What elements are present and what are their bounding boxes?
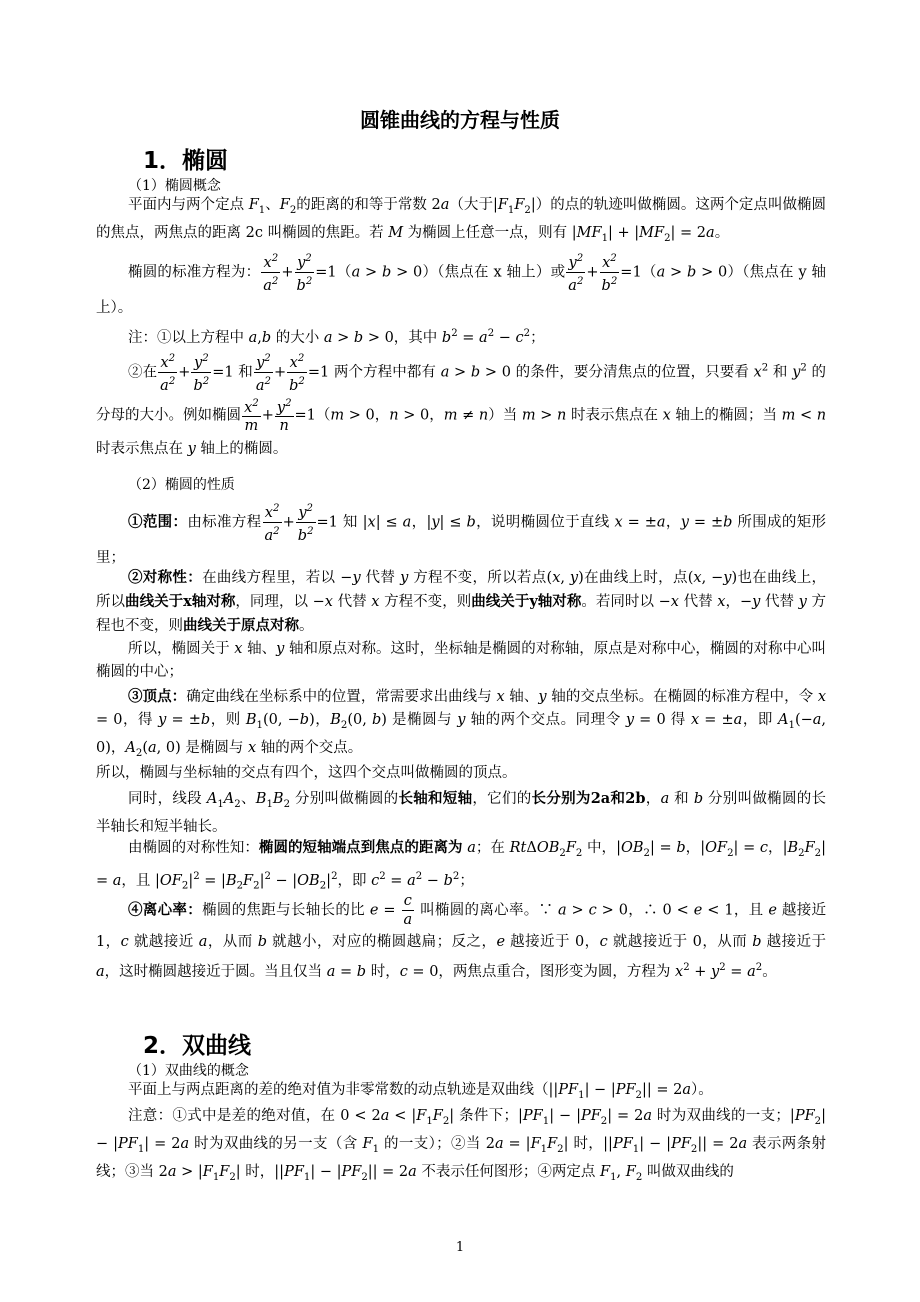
section-heading-ellipse: 1．椭圆 <box>143 148 229 174</box>
paragraph-hyperbola-definition: 平面上与两点距离的差的绝对值为非零常数的动点轨迹是双曲线$(||PF_1| - |PF_2|| = 2a)$。 <box>128 1082 713 1101</box>
paragraph-vertex: ③顶点：确定曲线在坐标系中的位置，常需要求出曲线与 x 轴、y 轴的交点坐标。在椭圆的标准方程中，令 x = 0，得 y = ±b，则 $B_1(0$, −b)，$B_2(0$, b) 是椭圆与 y 轴的两个交点。同理令 y = 0 得 x = ±a，即 $A_1(-a$, 0)，$A_2(a$, 0) 是椭圆与 x 轴的两个交点。 <box>96 688 827 759</box>
page-number: 1 <box>455 1240 465 1255</box>
paragraph-note-1: 注：①以上方程中 a,b 的大小 a > b > 0，其中 $b^2 = a^2 - c^2$； <box>128 328 545 346</box>
term-eccentricity: ④离心率 <box>128 901 188 919</box>
term-vertex: ③顶点 <box>128 688 172 705</box>
term-axes-length: 长分别为2a和2b <box>531 790 646 807</box>
paragraph-vertex-summary: 所以，椭圆与坐标轴的交点有四个，这四个交点叫做椭圆的顶点。 <box>96 765 517 781</box>
subheading-hyperbola-concept: （1）双曲线的概念 <box>128 1063 249 1079</box>
paragraph-hyperbola-note: 注意：①式中是差的绝对值，在 $0 < 2a < |F_1F_2|$ 条件下；$|PF_1| - |PF_2| = 2a$ 时为双曲线的一支；$|PF_2| - |PF_1| = 2a$ 时为双曲线的另一支（含 $F_1$ 的一支）；②当 $2a = |F_1F_2|$ 时，$||PF_1| - |PF_2|| = 2a$ 表示两条射线；③当 $2a > |F_1F_2|$ 时，$||PF_1| - |PF_2|| = 2a$ 不表示任何图形；④两定点 $F_1$, $F_2$ 叫做双曲线的 <box>96 1108 826 1183</box>
paragraph-ellipse-definition: 平面内与两个定点 $F_1$、$F_2$的距离的和等于常数 2a（大于$|F_1F_2|$）的点的轨迹叫做椭圆。这两个定点叫做椭圆的焦点，两焦点的距离 2c 叫椭圆的焦距。若 M 为椭圆上任意一点，则有 $|MF_1| + |MF_2| = 2a$。 <box>96 197 826 244</box>
paragraph-note-2: ②在 $\frac{x^2}{a^2}$ + $\frac{y^2}{b^2}$ =1 和 $\frac{y^2}{a^2}$ + $\frac{x^2}{b^2}$ =1 两个方程中都有 a > b > 0 的条件，要分清焦点的位置，只要看 $x^2$ 和 $y^2$ 的分母的大小。例如椭圆 $\frac{x^2}{m}$ + $\frac{y^2}{n}$ =1（m > 0，n > 0，m ≠ n）当 m > n 时表示焦点在 x 轴上的椭圆；当 m < n 时表示焦点在 y 轴上的椭圆。 <box>96 350 826 463</box>
term-sym-x: 曲线关于x轴对称 <box>125 593 236 610</box>
page-title: 圆锥曲线的方程与性质 <box>360 108 560 132</box>
term-range: ①范围 <box>128 513 173 531</box>
paragraph-eccentricity: ④离心率：椭圆的焦距与长轴长的比 e = $\frac{c}{a}$ 叫椭圆的离心率。∵ a > c > 0，∴ 0 < e < 1，且 e 越接近 1，c 就越接近 a，从而 b 就越小，对应的椭圆越扁；反之，e 越接近于 0，c 就越接近于 0，从而 b 越接近于 a，这时椭圆越接近于圆。当且仅当 a = b 时，c = 0，两焦点重合，图形变为圆，方程为 $x^2 + y^2 = a^2$。 <box>96 893 827 980</box>
paragraph-range: ①范围：由标准方程 $\frac{x^2}{a^2}$ + $\frac{y^2}{b^2}$ =1 知 |x| ≤ a，|y| ≤ b，说明椭圆位于直线 x = ±a，y = ±b 所围成的矩形里； <box>96 500 826 571</box>
paragraph-symmetry-summary: 所以，椭圆关于 x 轴、y 轴和原点对称。这时，坐标轴是椭圆的对称轴，原点是对称中心，椭圆的对称中心叫椭圆的中心； <box>96 641 827 680</box>
paragraph-axes: 同时，线段 $A_1A_2$、$B_1B_2$ 分别叫做椭圆的长轴和短轴，它们的长分别为2a和2b，a 和 b 分别叫做椭圆的长半轴长和短半轴长。 <box>96 790 827 835</box>
subheading-ellipse-concept: （1）椭圆概念 <box>128 178 221 194</box>
term-short-axis-focus: 椭圆的短轴端点到焦点的距离为 <box>258 839 463 856</box>
term-sym-origin: 曲线关于原点对称 <box>183 617 299 634</box>
term-symmetry: ②对称性 <box>128 569 188 586</box>
paragraph-symmetry: ②对称性：在曲线方程里，若以 −y 代替 y 方程不变，所以若点(x, y)在曲线上时，点(x, −y)也在曲线上，所以曲线关于x轴对称，同理，以 −x 代替 x 方程不变，则曲线关于y轴对称。若同时以 −x 代替 x，−y 代替 y 方程也不变，则曲线关于原点对称。 <box>96 569 827 634</box>
paragraph-short-axis-focus: 由椭圆的对称性知：椭圆的短轴端点到焦点的距离为 a；在 $Rt\Delta OB_2F_2$ 中，$|OB_2| = b$，$|OF_2| = c$，$|B_2F_2| = a$，且 $|OF_2|^2 = |B_2F_2|^2 - |OB_2|^2$，即 $c^2 = a^2 - b^2$； <box>96 839 826 892</box>
term-axes: 长轴和短轴 <box>398 790 473 807</box>
paragraph-ellipse-standard-equation: 椭圆的标准方程为： $\frac{x^2}{a^2}$ + $\frac{y^2}{b^2}$ =1（a > b > 0）（焦点在 x 轴上）或 $\frac{y^2}{a^2}$ + $\frac{x^2}{b^2}$ =1（a > b > 0）（焦点在 y 轴上）。 <box>96 250 826 321</box>
term-sym-y: 曲线关于y轴对称 <box>471 593 582 610</box>
subheading-ellipse-properties: （2）椭圆的性质 <box>128 477 235 493</box>
section-heading-hyperbola: 2．双曲线 <box>143 1033 252 1059</box>
